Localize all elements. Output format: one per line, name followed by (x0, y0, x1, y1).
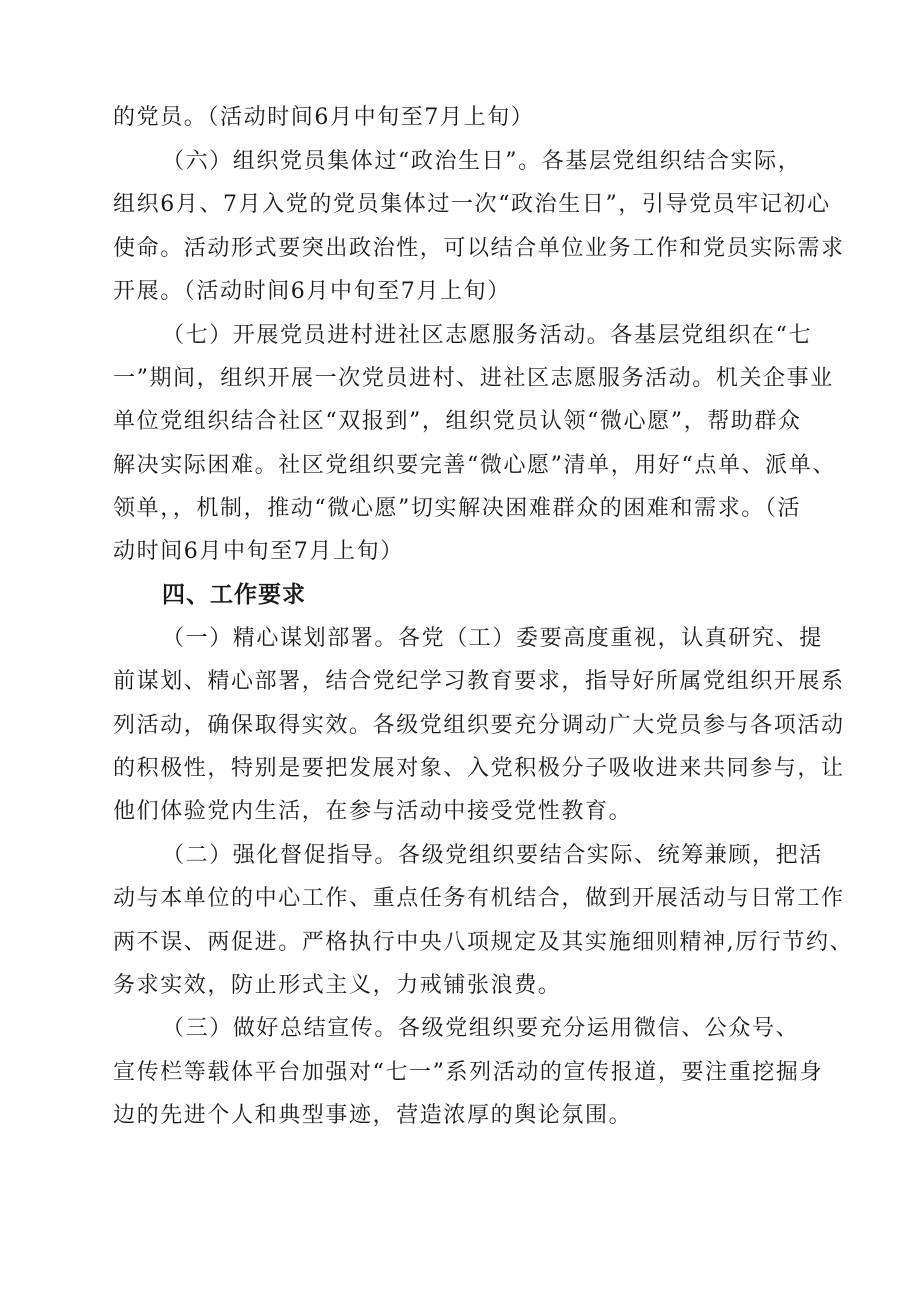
body-text-line: 的党员。（活动时间6月中旬至7月上旬） (113, 105, 535, 130)
body-text-line: 一”期间，组织开展一次党员进村、进社区志愿服务活动。机关企事业 (113, 366, 834, 391)
body-text-line: 组织6月、7月入党的党员集体过一次“政治生日”，引导党员牢记初心 (113, 192, 831, 217)
body-text-line: 列活动，确保取得实效。各级党组织要充分调动广大党员参与各项活动 (113, 713, 845, 738)
body-text-line: 两不误、两促进。严格执行中央八项规定及其实施细则精神,厉行节约、 (113, 930, 854, 955)
body-text-line: 开展。（活动时间6月中旬至7月上旬） (113, 279, 511, 304)
body-text-line: 解决实际困难。社区党组织要完善“微心愿”清单，用好“点单、派单、 (113, 453, 836, 478)
body-text-line: 务求实效，防止形式主义，力戒铺张浪费。 (113, 973, 562, 998)
paragraph-6-first-line: （六）组织党员集体过“政治生日”。各基层党组织结合实际， (162, 149, 802, 174)
body-text-line: 宣传栏等载体平台加强对“七一”系列活动的宣传报道，要注重挖掘身 (113, 1060, 824, 1085)
requirement-2-first-line: （二）强化督促指导。各级党组织要结合实际、统筹兼顾，把活 (162, 843, 823, 868)
section-heading: 四、工作要求 (162, 582, 306, 608)
requirement-3-first-line: （三）做好总结宣传。各级党组织要充分运用微信、公众号、 (162, 1016, 800, 1041)
body-text-line: 他们体验党内生活，在参与活动中接受党性教育。 (113, 799, 633, 824)
body-text-line: 的积极性，特别是要把发展对象、入党积极分子吸收进来共同参与，让 (113, 756, 845, 781)
body-text-line: 领单，，机制，推动“微心愿”切实解决困难群众的困难和需求。（活 (113, 496, 802, 521)
requirement-1-first-line: （一）精心谋划部署。各党（工）委要高度重视，认真研究、提 (162, 626, 823, 651)
body-text-line: 动与本单位的中心工作、重点任务有机结合，做到开展活动与日常工作 (113, 886, 845, 911)
paragraph-7-first-line: （七）开展党员进村进社区志愿服务活动。各基层党组织在“七 (162, 323, 813, 348)
body-text-line: 边的先进个人和典型事迹，营造浓厚的舆论氛围。 (113, 1103, 633, 1128)
body-text-line: 前谋划、精心部署，结合党纪学习教育要求，指导好所属党组织开展系 (113, 669, 845, 694)
body-text-line: 动时间6月中旬至7月上旬） (113, 539, 404, 564)
body-text-line: 单位党组织结合社区“双报到”，组织党员认领“微心愿”，帮助群众 (113, 409, 802, 434)
body-text-line: 使命。活动形式要突出政治性，可以结合单位业务工作和党员实际需求 (113, 236, 845, 261)
